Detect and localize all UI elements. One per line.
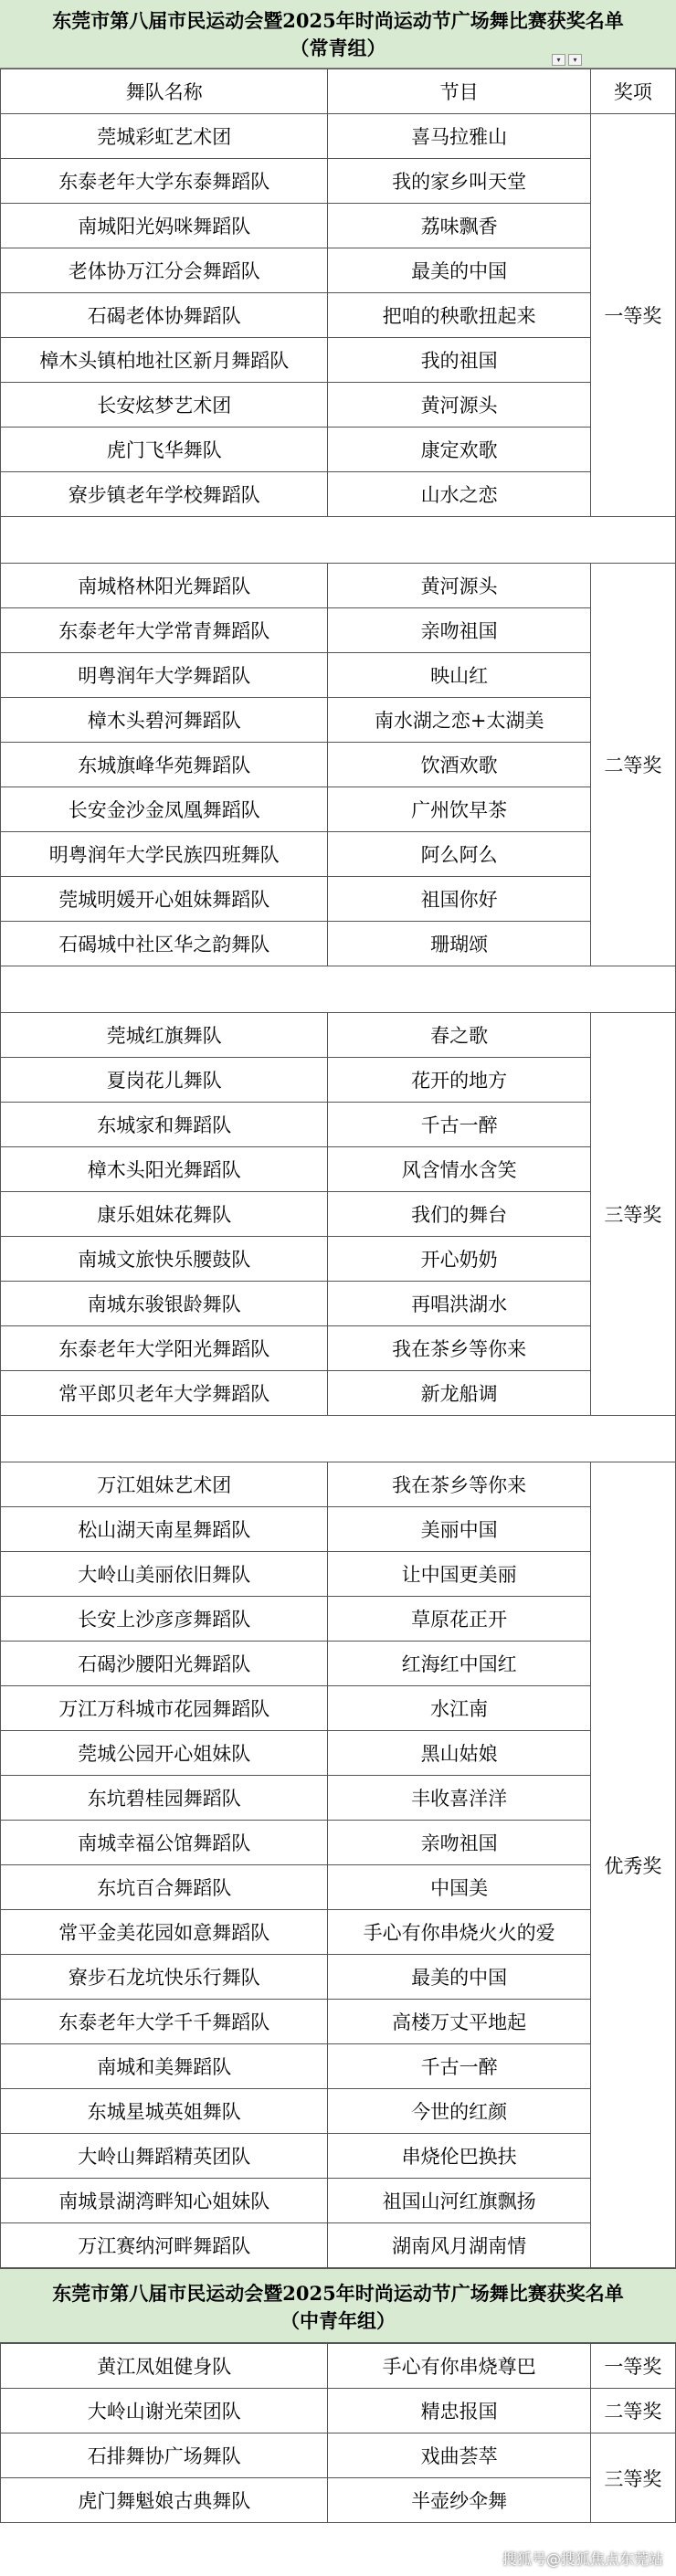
team-name-cell: 明粤润年大学舞蹈队 <box>1 653 328 698</box>
team-name-cell: 寮步石龙坑快乐行舞队 <box>1 1955 328 2000</box>
program-cell: 黄河源头 <box>328 564 590 608</box>
table-row <box>1 2389 676 2433</box>
team-name-cell: 万江万科城市花园舞蹈队 <box>1 1686 328 1731</box>
table-row <box>1 653 676 698</box>
section-subtitle: （中青年组） <box>280 2309 396 2332</box>
table-header-row <box>1 69 676 114</box>
program-cell: 最美的中国 <box>328 1955 590 2000</box>
team-name-cell: 万江赛纳河畔舞蹈队 <box>1 2223 328 2268</box>
team-name-cell: 东城星城英姐舞队 <box>1 2089 328 2134</box>
filter-dropdown-icon[interactable]: ▾ <box>552 54 565 66</box>
spacer-cell <box>1 517 676 564</box>
program-cell: 美丽中国 <box>328 1507 590 1552</box>
program-cell: 新龙船调 <box>328 1371 590 1416</box>
team-name-cell: 东城旗峰华苑舞蹈队 <box>1 743 328 787</box>
table-row <box>1 1597 676 1642</box>
table-row <box>1 293 676 338</box>
table-row <box>1 338 676 383</box>
table-row <box>1 2433 676 2478</box>
spacer-row <box>1 966 676 1013</box>
table-row <box>1 1552 676 1597</box>
award-cell: 一等奖 <box>590 114 675 517</box>
team-name-cell: 东泰老年大学常青舞蹈队 <box>1 608 328 653</box>
table-row <box>1 698 676 743</box>
team-name-cell: 东坑碧桂园舞蹈队 <box>1 1776 328 1821</box>
program-cell: 阿么阿么 <box>328 832 590 877</box>
team-name-cell: 万江姐妹艺术团 <box>1 1462 328 1507</box>
table-row <box>1 1058 676 1103</box>
program-cell: 我的家乡叫天堂 <box>328 159 590 204</box>
team-name-cell: 樟木头碧河舞蹈队 <box>1 698 328 743</box>
team-name-cell: 康乐姐妹花舞队 <box>1 1192 328 1237</box>
table-row <box>1 1865 676 1910</box>
program-cell: 手心有你串烧火火的爱 <box>328 1910 590 1955</box>
program-cell: 丰收喜洋洋 <box>328 1776 590 1821</box>
program-cell: 最美的中国 <box>328 248 590 293</box>
team-name-cell: 南城阳光妈咪舞蹈队 <box>1 204 328 248</box>
table-row <box>1 2223 676 2268</box>
program-cell: 再唱洪湖水 <box>328 1282 590 1326</box>
table-row <box>1 1147 676 1192</box>
table-row <box>1 2044 676 2089</box>
table-row <box>1 1326 676 1371</box>
table-row <box>1 1192 676 1237</box>
team-name-cell: 石排舞协广场舞队 <box>1 2433 328 2478</box>
team-name-cell: 寮步镇老年学校舞蹈队 <box>1 472 328 517</box>
program-cell: 把咱的秧歌扭起来 <box>328 293 590 338</box>
table-row <box>1 2000 676 2044</box>
table-row <box>1 564 676 608</box>
program-cell: 黑山姑娘 <box>328 1731 590 1776</box>
program-cell: 开心奶奶 <box>328 1237 590 1282</box>
team-name-cell: 石碣老体协舞蹈队 <box>1 293 328 338</box>
table-row <box>1 922 676 966</box>
program-cell: 戏曲荟萃 <box>328 2433 590 2478</box>
award-cell: 三等奖 <box>590 1013 675 1416</box>
team-name-cell: 樟木头镇柏地社区新月舞蹈队 <box>1 338 328 383</box>
table-row <box>1 2089 676 2134</box>
program-cell: 今世的红颜 <box>328 2089 590 2134</box>
table-row <box>1 2134 676 2179</box>
table-row <box>1 2478 676 2523</box>
award-table-youth <box>0 2343 676 2523</box>
team-name-cell: 松山湖天南星舞蹈队 <box>1 1507 328 1552</box>
team-name-cell: 夏岗花儿舞队 <box>1 1058 328 1103</box>
team-name-cell: 莞城彩虹艺术团 <box>1 114 328 159</box>
team-name-cell: 东泰老年大学千千舞蹈队 <box>1 2000 328 2044</box>
table-row <box>1 1237 676 1282</box>
program-cell: 我在茶乡等你来 <box>328 1462 590 1507</box>
table-row <box>1 1731 676 1776</box>
program-cell: 黄河源头 <box>328 383 590 428</box>
team-name-cell: 莞城明媛开心姐妹舞蹈队 <box>1 877 328 922</box>
header-award: 奖项 <box>590 69 675 114</box>
program-cell: 南水湖之恋+太湖美 <box>328 698 590 743</box>
team-name-cell: 大岭山舞蹈精英团队 <box>1 2134 328 2179</box>
award-cell: 二等奖 <box>590 564 675 966</box>
program-cell: 花开的地方 <box>328 1058 590 1103</box>
award-cell: 二等奖 <box>590 2389 675 2433</box>
team-name-cell: 虎门舞魁娘古典舞队 <box>1 2478 328 2523</box>
program-cell: 珊瑚颂 <box>328 922 590 966</box>
program-cell: 祖国你好 <box>328 877 590 922</box>
table-row <box>1 1371 676 1416</box>
spacer-row <box>1 1416 676 1462</box>
table-row <box>1 2179 676 2223</box>
watermark: 搜狐号@搜狐焦点东莞站 <box>502 2550 663 2568</box>
team-name-cell: 莞城公园开心姐妹队 <box>1 1731 328 1776</box>
award-cell: 三等奖 <box>590 2433 675 2523</box>
program-cell: 让中国更美丽 <box>328 1552 590 1597</box>
table-row <box>1 608 676 653</box>
filter-dropdown-icon[interactable]: ▾ <box>568 54 582 66</box>
team-name-cell: 南城景湖湾畔知心姐妹队 <box>1 2179 328 2223</box>
program-cell: 春之歌 <box>328 1013 590 1058</box>
header-team: 舞队名称 <box>1 69 328 114</box>
program-cell: 手心有你串烧尊巴 <box>328 2344 590 2389</box>
program-cell: 亲吻祖国 <box>328 608 590 653</box>
table-row <box>1 787 676 832</box>
table-row <box>1 1776 676 1821</box>
table-row <box>1 248 676 293</box>
table-row <box>1 1462 676 1507</box>
table-row <box>1 1282 676 1326</box>
table-row <box>1 1507 676 1552</box>
program-cell: 祖国山河红旗飘扬 <box>328 2179 590 2223</box>
table-row <box>1 428 676 472</box>
program-cell: 水江南 <box>328 1686 590 1731</box>
team-name-cell: 长安上沙彦彦舞蹈队 <box>1 1597 328 1642</box>
page-title: 东莞市第八届市民运动会暨2025年时尚运动节广场舞比赛获奖名单 <box>52 9 624 32</box>
program-cell: 我们的舞台 <box>328 1192 590 1237</box>
program-cell: 千古一醉 <box>328 1103 590 1147</box>
program-cell: 我的祖国 <box>328 338 590 383</box>
program-cell: 亲吻祖国 <box>328 1821 590 1865</box>
team-name-cell: 虎门飞华舞队 <box>1 428 328 472</box>
program-cell: 荔味飘香 <box>328 204 590 248</box>
program-cell: 红海红中国红 <box>328 1642 590 1686</box>
table-row <box>1 832 676 877</box>
table-row <box>1 743 676 787</box>
team-name-cell: 长安炫梦艺术团 <box>1 383 328 428</box>
award-cell: 优秀奖 <box>590 1462 675 2268</box>
table-row <box>1 159 676 204</box>
table-row <box>1 383 676 428</box>
program-cell: 山水之恋 <box>328 472 590 517</box>
program-cell: 草原花正开 <box>328 1597 590 1642</box>
program-cell: 康定欢歌 <box>328 428 590 472</box>
team-name-cell: 东泰老年大学东泰舞蹈队 <box>1 159 328 204</box>
table-row <box>1 1013 676 1058</box>
team-name-cell: 南城东骏银龄舞队 <box>1 1282 328 1326</box>
team-name-cell: 莞城红旗舞队 <box>1 1013 328 1058</box>
team-name-cell: 大岭山美丽依旧舞队 <box>1 1552 328 1597</box>
spacer-row <box>1 517 676 564</box>
table-row <box>1 1103 676 1147</box>
program-cell: 半壶纱伞舞 <box>328 2478 590 2523</box>
spacer-cell <box>1 1416 676 1462</box>
table-row <box>1 1642 676 1686</box>
program-cell: 中国美 <box>328 1865 590 1910</box>
program-cell: 我在茶乡等你来 <box>328 1326 590 1371</box>
table-row <box>1 204 676 248</box>
team-name-cell: 大岭山谢光荣团队 <box>1 2389 328 2433</box>
table-body-senior <box>1 114 676 2268</box>
program-cell: 饮酒欢歌 <box>328 743 590 787</box>
title-banner-senior <box>0 0 676 69</box>
section-title: 东莞市第八届市民运动会暨2025年时尚运动节广场舞比赛获奖名单 <box>52 2282 624 2305</box>
table-row <box>1 1686 676 1731</box>
table-body-youth <box>1 2344 676 2523</box>
team-name-cell: 黄江凤姐健身队 <box>1 2344 328 2389</box>
team-name-cell: 明粤润年大学民族四班舞队 <box>1 832 328 877</box>
table-row <box>1 472 676 517</box>
program-cell: 喜马拉雅山 <box>328 114 590 159</box>
team-name-cell: 长安金沙金凤凰舞蹈队 <box>1 787 328 832</box>
table-row <box>1 1955 676 2000</box>
spacer-cell <box>1 966 676 1013</box>
team-name-cell: 南城文旅快乐腰鼓队 <box>1 1237 328 1282</box>
program-cell: 风含情水含笑 <box>328 1147 590 1192</box>
header-program: 节目 <box>328 69 590 114</box>
table-row <box>1 1821 676 1865</box>
team-name-cell: 东坑百合舞蹈队 <box>1 1865 328 1910</box>
program-cell: 湖南风月湖南情 <box>328 2223 590 2268</box>
team-name-cell: 石碣沙腰阳光舞蹈队 <box>1 1642 328 1686</box>
title-banner-youth <box>0 2268 676 2343</box>
table-row <box>1 114 676 159</box>
program-cell: 广州饮早茶 <box>328 787 590 832</box>
award-table-senior <box>0 69 676 2268</box>
team-name-cell: 南城格林阳光舞蹈队 <box>1 564 328 608</box>
table-row <box>1 1910 676 1955</box>
table-row <box>1 2344 676 2389</box>
page-subtitle: （常青组） <box>290 37 386 59</box>
team-name-cell: 东城家和舞蹈队 <box>1 1103 328 1147</box>
program-cell: 千古一醉 <box>328 2044 590 2089</box>
team-name-cell: 常平郎贝老年大学舞蹈队 <box>1 1371 328 1416</box>
program-cell: 精忠报国 <box>328 2389 590 2433</box>
team-name-cell: 老体协万江分会舞蹈队 <box>1 248 328 293</box>
program-cell: 串烧伦巴换扶 <box>328 2134 590 2179</box>
award-cell: 一等奖 <box>590 2344 675 2389</box>
program-cell: 高楼万丈平地起 <box>328 2000 590 2044</box>
team-name-cell: 石碣城中社区华之韵舞队 <box>1 922 328 966</box>
team-name-cell: 南城幸福公馆舞蹈队 <box>1 1821 328 1865</box>
table-row <box>1 877 676 922</box>
team-name-cell: 樟木头阳光舞蹈队 <box>1 1147 328 1192</box>
team-name-cell: 东泰老年大学阳光舞蹈队 <box>1 1326 328 1371</box>
program-cell: 映山红 <box>328 653 590 698</box>
team-name-cell: 常平金美花园如意舞蹈队 <box>1 1910 328 1955</box>
team-name-cell: 南城和美舞蹈队 <box>1 2044 328 2089</box>
